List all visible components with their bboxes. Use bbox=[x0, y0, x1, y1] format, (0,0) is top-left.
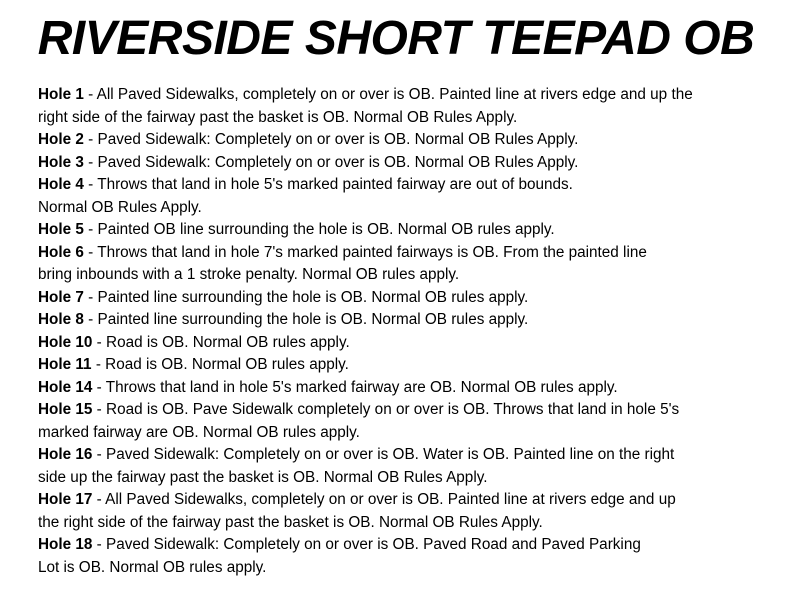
hole-rule bbox=[38, 377, 773, 400]
hole-number-label: Hole 18 bbox=[38, 536, 93, 553]
hole-rule bbox=[38, 489, 773, 534]
hole-rule-text: - Road is OB. Normal OB rules apply. bbox=[91, 356, 349, 373]
hole-number-label: Hole 17 bbox=[38, 491, 93, 508]
hole-rule bbox=[38, 219, 773, 242]
hole-rule-line bbox=[38, 467, 773, 490]
hole-rule-line bbox=[38, 444, 773, 467]
hole-rule-text: - Painted line surrounding the hole is OB. Normal OB rules apply. bbox=[83, 288, 529, 306]
hole-rule-text: - Paved Sidewalk: Completely on or over is OB. Normal OB Rules Apply. bbox=[83, 153, 579, 171]
hole-rule bbox=[38, 444, 773, 489]
hole-rule-line bbox=[38, 309, 773, 332]
hole-number-label: Hole 11 bbox=[38, 356, 92, 373]
hole-rule-text: - All Paved Sidewalks, completely on or over is OB. Painted line at rivers edge and up bbox=[92, 491, 676, 508]
hole-number-label: Hole 14 bbox=[38, 378, 93, 396]
hole-number-label: Hole 1 bbox=[38, 86, 84, 103]
hole-number-label: Hole 16 bbox=[38, 446, 93, 463]
hole-rule bbox=[38, 309, 773, 332]
hole-rule-text: - Paved Sidewalk: Completely on or over is OB. Normal OB Rules Apply. bbox=[83, 131, 579, 148]
hole-rule-text: - Painted OB line surrounding the hole is OB. Normal OB rules apply. bbox=[83, 221, 555, 238]
hole-rule bbox=[38, 152, 773, 175]
hole-rule-text: - Paved Sidewalk: Completely on or over is OB. Water is OB. Painted line on the right bbox=[92, 446, 675, 463]
hole-rule-line bbox=[38, 219, 773, 242]
hole-rule-line bbox=[38, 557, 773, 580]
hole-rule-text: - Road is OB. Normal OB rules apply. bbox=[92, 333, 350, 351]
hole-rule-text: - Throws that land in hole 5's marked fairway are OB. Normal OB rules apply. bbox=[92, 378, 618, 396]
hole-rule-text: Lot is OB. Normal OB rules apply. bbox=[38, 558, 267, 576]
hole-rule-line bbox=[38, 84, 773, 107]
hole-rule-text: side up the fairway past the basket is OB. Normal OB Rules Apply. bbox=[38, 468, 488, 486]
hole-rule bbox=[38, 332, 773, 355]
hole-rule-line bbox=[38, 129, 773, 152]
hole-rule-line bbox=[38, 264, 773, 287]
hole-rule-text: - Throws that land in hole 5's marked painted fairway are out of bounds. bbox=[83, 176, 573, 193]
hole-number-label: Hole 3 bbox=[38, 153, 84, 171]
hole-rule-line bbox=[38, 197, 773, 220]
hole-rule-line bbox=[38, 377, 773, 400]
hole-rule bbox=[38, 287, 773, 310]
hole-rule-line bbox=[38, 332, 773, 355]
hole-rule bbox=[38, 242, 773, 287]
hole-rule bbox=[38, 534, 773, 579]
hole-number-label: Hole 4 bbox=[38, 176, 84, 193]
hole-rule bbox=[38, 84, 773, 129]
hole-rule-text: the right side of the fairway past the basket is OB. Normal OB Rules Apply. bbox=[38, 513, 543, 531]
hole-number-label: Hole 15 bbox=[38, 401, 93, 418]
hole-rule-text: - Road is OB. Pave Sidewalk completely on or over is OB. Throws that land in hole 5's bbox=[92, 401, 680, 418]
hole-rule-line bbox=[38, 287, 773, 310]
hole-rule-text: Normal OB Rules Apply. bbox=[38, 198, 202, 216]
hole-number-label: Hole 5 bbox=[38, 221, 84, 238]
hole-number-label: Hole 6 bbox=[38, 243, 84, 261]
page-title: RIVERSIDE SHORT TEEPAD OB bbox=[37, 12, 755, 65]
hole-rule-text: - All Paved Sidewalks, completely on or over is OB. Painted line at rivers edge and up the bbox=[83, 86, 693, 103]
hole-rule-text: right side of the fairway past the basket is OB. Normal OB Rules Apply. bbox=[38, 108, 518, 126]
hole-rule-line bbox=[38, 422, 773, 445]
hole-rule-line bbox=[38, 242, 773, 265]
hole-rule-line bbox=[38, 489, 773, 512]
hole-number-label: Hole 2 bbox=[38, 131, 84, 148]
hole-rule-line bbox=[38, 107, 773, 130]
hole-rule-line bbox=[38, 174, 773, 197]
hole-rule bbox=[38, 354, 773, 377]
hole-number-label: Hole 10 bbox=[38, 333, 93, 351]
hole-rule-text: - Paved Sidewalk: Completely on or over is OB. Paved Road and Paved Parking bbox=[92, 536, 641, 553]
hole-rule-line bbox=[38, 534, 773, 557]
hole-rule bbox=[38, 399, 773, 444]
hole-rule-line bbox=[38, 354, 773, 377]
hole-rule-line bbox=[38, 512, 773, 535]
hole-rule-text: bring inbounds with a 1 stroke penalty. Normal OB rules apply. bbox=[38, 266, 460, 283]
hole-rule-text: marked fairway are OB. Normal OB rules apply. bbox=[38, 423, 360, 441]
hole-rule bbox=[38, 129, 773, 152]
hole-rule-text: - Throws that land in hole 7's marked painted fairways is OB. From the painted line bbox=[83, 243, 647, 261]
hole-rule bbox=[38, 174, 773, 219]
hole-rules-list bbox=[38, 84, 773, 579]
hole-number-label: Hole 8 bbox=[38, 311, 84, 328]
hole-rule-line bbox=[38, 399, 773, 422]
hole-number-label: Hole 7 bbox=[38, 288, 84, 306]
hole-rule-line bbox=[38, 152, 773, 175]
hole-rule-text: - Painted line surrounding the hole is OB. Normal OB rules apply. bbox=[83, 311, 529, 328]
